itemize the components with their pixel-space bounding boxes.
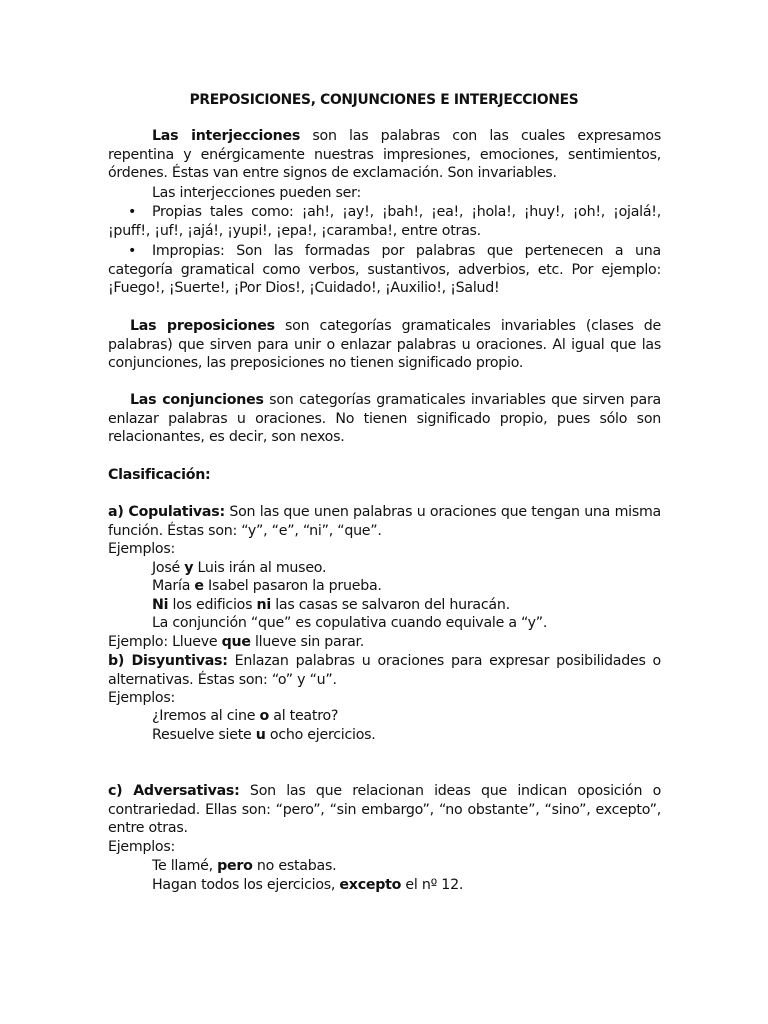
bullet-text-propias: Propias tales como: ¡ah!, ¡ay!, ¡bah!, ¡ea!, ¡hola!, ¡huy!, ¡oh!, ¡ojalá!, ¡puff!, ¡uf!, ¡ajá!, ¡yupi!, ¡epa!, ¡caramba!, entre otras. (108, 204, 661, 239)
example-text: Luis irán al museo. (193, 560, 327, 576)
copulative-example-2 (152, 577, 705, 596)
example-text: Isabel pasaron la prueba. (203, 578, 382, 594)
adversative-example-2 (152, 876, 705, 895)
example-keyword: y (184, 560, 194, 576)
example-keyword: excepto (339, 877, 402, 893)
classification-heading: Clasificación: (108, 467, 211, 483)
adversative-example-1 (152, 857, 705, 876)
interjections-definition: son las palabras con las cuales expresamos repentina y enérgicamente nuestras impresiones, emociones, sentimientos, órdenes. Éstas van entre signos de exclamación. Son invariables. (108, 128, 662, 181)
copulative-term: a) Copulativas: (108, 504, 225, 520)
example-text: al teatro? (268, 708, 339, 724)
adversative-term: c) Adversativas: (108, 783, 240, 799)
example-text: las casas se salvaron del huracán. (270, 597, 510, 613)
copulative-examples-label: Ejemplos: (108, 541, 176, 557)
adversative-definition: Son las que relacionan ideas que indican oposición o contrariedad. Ellas son: “pero”, “sin embargo”, “no obstante”, “sino”, excepto”, entre otras. (108, 783, 661, 836)
prepositions-term: Las preposiciones (130, 318, 275, 334)
bullet-icon: • (128, 204, 137, 220)
disjunctive-example-1 (152, 707, 705, 726)
disjunctive-examples-label: Ejemplos: (108, 690, 176, 706)
disjunctive-term: b) Disyuntivas: (108, 653, 228, 669)
example-keyword: u (255, 727, 266, 743)
interjections-term: Las interjecciones (152, 128, 301, 144)
prepositions-definition: son categorías gramaticales invariables (clases de palabras) que sirven para unir o enlazar palabras u oraciones. Al igual que las conjunciones, las preposiciones no tienen significado propio. (108, 318, 662, 371)
example-text: Ejemplo: Llueve (108, 634, 222, 650)
example-keyword: que (221, 634, 251, 650)
disjunctive-definition: Enlazan palabras u oraciones para expresar posibilidades o alternativas. Éstas son: “o” y “u”. (108, 653, 661, 688)
example-text: ocho ejercicios. (265, 727, 376, 743)
page-title: PREPOSICIONES, CONJUNCIONES E INTERJECCIONES (189, 92, 579, 108)
example-text: María (152, 578, 195, 594)
example-text: Resuelve siete (152, 727, 256, 743)
conjunctions-term: Las conjunciones (130, 392, 264, 408)
example-text: no estabas. (252, 858, 337, 874)
example-text: el nº 12. (401, 877, 464, 893)
conjunctions-definition: son categorías gramaticales invariables que sirven para enlazar palabras u oraciones. No tienen significado propio, pues sólo son relacionantes, es decir, son nexos. (108, 392, 661, 445)
example-text: los edificios (168, 597, 257, 613)
example-keyword: ni (256, 597, 271, 613)
disjunctive-example-2 (152, 726, 705, 745)
adversative-paragraph (108, 782, 661, 838)
bullet-icon: • (128, 243, 137, 259)
copulative-example-1 (152, 559, 705, 578)
example-keyword: e (194, 578, 204, 594)
example-keyword: o (259, 708, 269, 724)
example-keyword: Ni (152, 597, 169, 613)
disjunctive-paragraph (108, 652, 661, 689)
example-text: llueve sin parar. (250, 634, 365, 650)
example-text: ¿Iremos al cine (152, 708, 260, 724)
prepositions-paragraph (108, 317, 661, 373)
conjunctions-paragraph (108, 391, 661, 447)
example-text: Te llamé, (152, 858, 218, 874)
copulative-example-5 (108, 633, 661, 652)
bullet-item-propias (108, 203, 661, 240)
bullet-item-impropias (108, 242, 661, 298)
copulative-example-3 (152, 596, 705, 615)
copulative-paragraph (108, 503, 661, 540)
example-text: José (152, 560, 185, 576)
adversative-examples-label: Ejemplos: (108, 839, 176, 855)
bullet-text-impropias: Impropias: Son las formadas por palabras que pertenecen a una categoría gramatical como verbos, sustantivos, adverbios, etc. Por ejemplo: ¡Fuego!, ¡Suerte!, ¡Por Dios!, ¡Cuidado!, ¡Auxilio!, ¡Salud! (108, 243, 661, 296)
copulative-example-4: La conjunción “que” es copulativa cuando equivale a “y”. (152, 615, 548, 631)
copulative-definition: Son las que unen palabras u oraciones que tengan una misma función. Éstas son: “y”, “e”, “ni”, “que”. (108, 504, 661, 539)
example-keyword: pero (217, 858, 253, 874)
interjections-intro: Las interjecciones pueden ser: (152, 185, 362, 201)
interjections-paragraph (108, 127, 661, 183)
example-text: Hagan todos los ejercicios, (152, 877, 340, 893)
